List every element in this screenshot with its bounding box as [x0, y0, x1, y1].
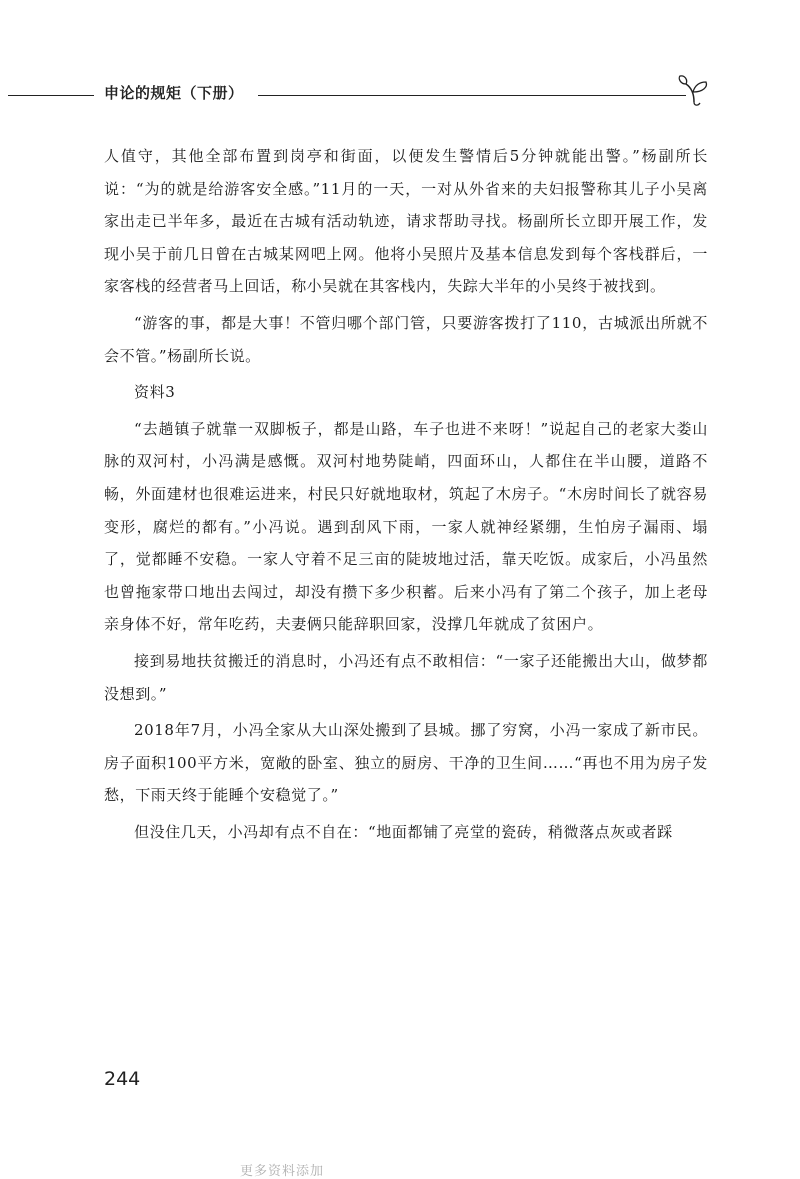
sprout-icon: [676, 72, 716, 106]
paragraph: 人值守，其他全部布置到岗亭和街面，以便发生警情后5分钟就能出警。”杨副所长说：“为的就是给游客安全感。”11月的一天，一对从外省来的夫妇报警称其儿子小吴离家出走已半年多，最近在古城有活动轨迹，请求帮助寻找。杨副所长立即开展工作，发现小吴于前几日曾在古城某网吧上网。他将小吴照片及基本信息发到每个客栈群后，一家客栈的经营者马上回话，称小吴就在其客栈内，失踪大半年的小吴终于被找到。: [104, 147, 708, 296]
paragraph: 但没住几天，小冯却有点不自在：“地面都铺了亮堂的瓷砖，稍微落点灰或者踩: [134, 822, 673, 841]
paragraph: “游客的事，都是大事！不管归哪个部门管，只要游客拨打了110，古城派出所就不会不管。”杨副所长说。: [104, 313, 708, 365]
body-text: [104, 140, 708, 852]
paragraph: 接到易地扶贫搬迁的消息时，小冯还有点不敢相信：“一家子还能搬出大山，做梦都没想到。”: [104, 651, 708, 703]
footer-artifact: 更多资料添加: [240, 1164, 325, 1179]
page-number: 244: [104, 1068, 141, 1090]
running-header: [0, 78, 800, 108]
header-rule-left: [8, 95, 94, 96]
paragraph: “去趟镇子就靠一双脚板子，都是山路，车子也进不来呀！”说起自己的老家大娄山脉的双河村，小冯满是感慨。双河村地势陡峭，四面环山，人都住在半山腰，道路不畅，外面建材也很难运进来，村民只好就地取材，筑起了木房子。“木房时间长了就容易变形，腐烂的都有。”小冯说。遇到刮风下雨，一家人就神经紧绷，生怕房子漏雨、塌了，觉都睡不安稳。一家人守着不足三亩的陡坡地过活，靠天吃饭。成家后，小冯虽然也曾拖家带口地出去闯过，却没有攒下多少积蓄。后来小冯有了第二个孩子，加上老母亲身体不好，常年吃药，夫妻俩只能辞职回家，没撑几年就成了贫困户。: [104, 419, 708, 634]
book-title: 申论的规矩（下册）: [104, 84, 244, 102]
section-heading: 资料3: [134, 383, 176, 402]
header-rule-right: [258, 95, 686, 96]
paragraph: 2018年7月，小冯全家从大山深处搬到了县城。挪了穷窝，小冯一家成了新市民。房子面积100平方米，宽敞的卧室、独立的厨房、干净的卫生间……“再也不用为房子发愁，下雨天终于能睡个安稳觉了。”: [104, 721, 708, 805]
